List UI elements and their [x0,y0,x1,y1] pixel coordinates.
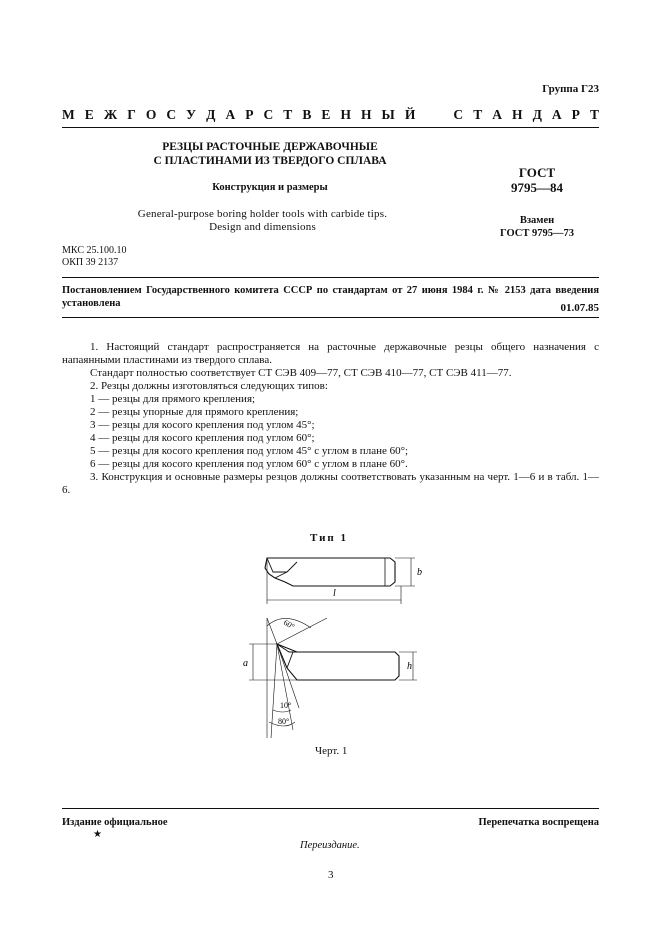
banner-letter: Т [473,107,483,122]
replaces-number: ГОСТ 9795—73 [500,228,574,239]
figure-type-label: Тип 1 [310,532,348,544]
dim-a-label: a [243,658,248,669]
classification-codes [62,245,126,269]
gost-label: ГОСТ [518,165,556,180]
banner-letter: Р [571,107,580,122]
paragraph: 2. Резцы должны изготовляться следующих типов: [90,380,328,392]
tool-tip-insert [267,558,297,572]
document-subtitle: Конструкция и размеры [212,182,328,193]
date-divider [62,317,599,318]
type-item: 6 — резцы для косого крепления под углом 60° с углом в плане 60°. [90,458,408,470]
tool-side-view-outline [277,644,399,680]
banner-letter: М [62,107,75,122]
banner-letter: Н [360,107,372,122]
banner-letter: Е [321,107,331,122]
star-mark: ★ [93,829,102,840]
english-title [110,208,415,234]
figure-caption: Черт. 1 [315,745,348,757]
english-title-line-1: General-purpose boring holder tools with carbide tips. [137,208,388,220]
english-title-line-2: Design and dimensions [209,221,316,233]
replaces-label: Взамен [519,215,555,226]
group-label: Группа Г23 [542,83,599,95]
banner-gap [425,107,443,125]
reedition-note: Переиздание. [300,840,360,851]
banner-letter: Т [283,107,293,122]
dim-h-label: h [407,661,412,672]
banner-letter: У [186,107,197,122]
official-edition: Издание официальное [62,817,168,828]
banner-letter: Г [127,107,136,122]
type-item: 4 — резцы для косого крепления под углом 60°; [90,432,315,444]
banner-letter: О [145,107,157,122]
banner-letter: А [551,107,562,122]
banner-letter: Н [340,107,351,122]
dim-l-label: l [333,588,336,599]
type-item: 3 — резцы для косого крепления под углом 45°; [90,419,315,431]
banner-letter: С [166,107,177,122]
dim-b-label: b [417,567,422,578]
banner-letter: Д [206,107,216,122]
banner-letter: А [225,107,236,122]
effective-date: 01.07.85 [560,302,599,314]
banner-letter: А [492,107,502,122]
title-line-1: РЕЗЦЫ РАСТОЧНЫЕ ДЕРЖАВОЧНЫЕ [162,141,378,153]
angle-10-label: 10° [280,701,292,710]
mks-code: МКС 25.100.10 [62,245,127,256]
okp-code: ОКП 39 2137 [62,257,119,268]
paragraph: Стандарт полностью соответствует СТ СЭВ 409—77, СТ СЭВ 410—77, СТ СЭВ 411—77. [90,367,512,379]
type-item: 1 — резцы для прямого крепления; [90,393,256,405]
footer-divider [62,808,599,809]
banner-letter: Е [84,107,94,122]
decree-text: Постановлением Государственного комитета СССР по стандартам от 27 июня 1984 г. № 2153 дата введения установлена [62,285,599,309]
banner-letter: Т [589,107,599,122]
body-text [62,341,599,497]
gost-number: 9795—84 [511,180,563,195]
angle-60-label: 60° [282,617,297,632]
banner-letter: Ж [103,107,118,122]
page-number: 3 [328,869,334,881]
header-divider [62,127,599,128]
banner-letter: С [263,107,274,122]
banner-letter: Р [245,107,254,122]
banner-letter: Й [404,107,416,122]
tool-drawing [235,548,435,738]
angle-80-label: 80° [278,717,290,726]
banner-letter: Ы [381,107,395,122]
type-item: 2 — резцы упорные для прямого крепления; [90,406,299,418]
reprint-prohibited: Перепечатка воспрещена [478,817,599,828]
codes-divider [62,277,599,278]
standard-banner [62,107,599,125]
replaces-block [482,214,592,240]
banner-letter: Д [532,107,542,122]
paragraph: 3. Конструкция и основные размеры резцов должны соответствовать указанным на черт. 1—6 и в табл. 1—6. [62,471,599,496]
title-line-2: С ПЛАСТИНАМИ ИЗ ТВЕРДОГО СПЛАВА [153,155,387,167]
banner-letter: В [302,107,312,122]
banner-letter: С [453,107,464,122]
type-item: 5 — резцы для косого крепления под углом 45° с углом в плане 60°; [90,445,409,457]
paragraph: 1. Настоящий стандарт распространяется на расточные державочные резцы общего назначения с напаянными пластинами из твердого сплава. [62,341,599,366]
gost-designation [492,165,582,195]
document-title [140,140,400,168]
banner-letter: Н [512,107,523,122]
